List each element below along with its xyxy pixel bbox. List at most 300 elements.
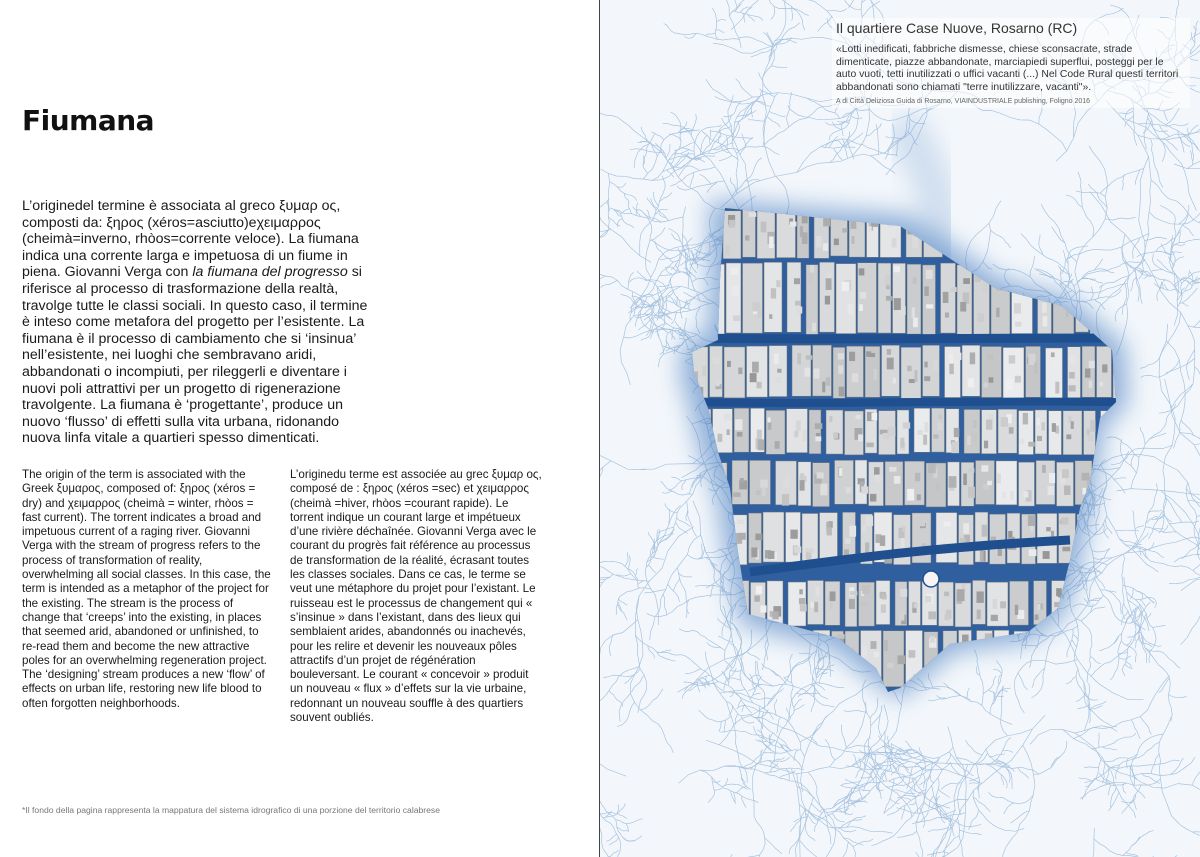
river-branch: [800, 840, 838, 857]
river-branch: [1192, 760, 1200, 785]
roof-detail: [1034, 362, 1037, 373]
roof-detail: [694, 590, 700, 595]
building-block: [1049, 411, 1062, 455]
river-branch: [778, 93, 834, 102]
river-branch: [1123, 840, 1139, 856]
roof-detail: [1042, 303, 1047, 313]
river-branch: [859, 790, 870, 791]
river-branch: [983, 685, 993, 694]
river-branch: [988, 792, 1008, 801]
river-branch: [669, 481, 682, 491]
river-branch: [1174, 552, 1200, 562]
roof-detail: [944, 522, 951, 527]
roof-detail: [1015, 322, 1021, 327]
river-branch: [1116, 489, 1190, 494]
river-branch: [644, 590, 665, 593]
roof-detail: [885, 275, 891, 285]
river-branch: [975, 764, 979, 783]
roof-detail: [725, 246, 729, 256]
caption-block: [832, 18, 1190, 108]
river-branch: [809, 810, 819, 821]
river-branch: [774, 699, 777, 715]
roof-detail: [1096, 534, 1099, 540]
river-branch: [619, 694, 630, 722]
river-branch: [735, 714, 738, 725]
river-branch: [1189, 214, 1200, 227]
river-branch: [1181, 420, 1193, 436]
river-branch: [671, 477, 682, 481]
roof-detail: [758, 439, 765, 450]
river-branch: [982, 682, 983, 705]
river-branch: [763, 753, 780, 754]
building-block: [777, 210, 796, 258]
roof-detail: [1094, 633, 1098, 640]
river-branch: [811, 684, 828, 699]
roof-detail: [1088, 436, 1093, 441]
river-branch: [1174, 274, 1175, 285]
river-branch: [1105, 651, 1125, 663]
river-branch: [1117, 169, 1143, 179]
river-branch: [1195, 367, 1200, 386]
roof-detail: [924, 362, 927, 368]
river-branch: [1169, 566, 1193, 571]
river-branch: [923, 774, 925, 788]
river-branch: [1066, 677, 1076, 684]
river-branch: [1076, 191, 1106, 197]
roof-detail: [866, 443, 873, 448]
river-branch: [756, 698, 773, 699]
river-branch: [1021, 645, 1037, 646]
river-branch: [706, 79, 734, 102]
roof-detail: [794, 546, 801, 553]
building-block: [1100, 583, 1120, 627]
river-branch: [1179, 232, 1180, 243]
roof-detail: [694, 542, 700, 552]
river-branch: [1166, 145, 1188, 180]
river-branch: [1134, 650, 1136, 662]
neighborhood-map: [600, 0, 1200, 857]
roof-detail: [1014, 303, 1021, 313]
roof-detail: [799, 589, 802, 594]
roof-detail: [1036, 418, 1040, 426]
river-branch: [993, 676, 997, 685]
river-branch: [756, 740, 767, 742]
river-branch: [690, 172, 694, 187]
roof-detail: [900, 438, 904, 448]
roof-detail: [724, 414, 731, 421]
river-branch: [617, 827, 629, 831]
roof-detail: [1001, 417, 1008, 426]
roof-detail: [861, 486, 868, 493]
river-branch: [958, 783, 962, 815]
river-branch: [764, 769, 786, 773]
river-branch: [1154, 528, 1164, 529]
roof-detail: [907, 366, 911, 371]
river-branch: [832, 814, 845, 823]
river-branch: [971, 201, 1001, 241]
roof-detail: [926, 304, 933, 308]
roof-detail: [768, 417, 771, 422]
roof-detail: [944, 592, 949, 597]
river-branch: [1090, 192, 1147, 265]
roof-detail: [952, 655, 955, 659]
river-branch: [694, 131, 701, 157]
river-branch: [1168, 695, 1172, 722]
river-branch: [840, 842, 848, 857]
river-branch: [707, 243, 710, 255]
roof-detail: [834, 670, 840, 678]
roof-detail: [1023, 265, 1030, 270]
river-branch: [722, 671, 729, 680]
river-branch: [650, 227, 665, 241]
roof-detail: [727, 429, 730, 435]
roof-detail: [822, 382, 825, 393]
river-branch: [686, 600, 689, 618]
river-branch: [747, 651, 760, 660]
river-branch: [1180, 433, 1200, 456]
river-branch: [993, 669, 1002, 674]
river-branch: [1095, 300, 1105, 310]
river-branch: [753, 694, 761, 695]
river-branch: [850, 797, 864, 804]
river-branch: [741, 680, 753, 703]
river-branch: [616, 574, 630, 576]
river-branch: [657, 652, 676, 661]
river-branch: [755, 100, 771, 106]
river-branch: [637, 645, 646, 683]
river-branch: [846, 133, 863, 146]
river-branch: [741, 716, 754, 723]
river-branch: [1144, 276, 1154, 279]
roof-detail: [925, 596, 931, 603]
river-branch: [1126, 661, 1132, 667]
roof-detail: [898, 655, 906, 664]
river-branch: [1131, 455, 1135, 466]
roof-detail: [729, 220, 735, 228]
river-branch: [1037, 635, 1040, 648]
river-branch: [916, 818, 938, 823]
river-branch: [1041, 204, 1059, 229]
river-branch: [1164, 312, 1181, 349]
river-branch: [605, 620, 638, 641]
river-branch: [776, 0, 797, 11]
river-branch: [1119, 754, 1138, 758]
river-branch: [1003, 239, 1011, 249]
river-branch: [726, 136, 727, 150]
river-branch: [670, 331, 675, 339]
river-branch: [730, 670, 741, 671]
river-branch: [685, 300, 688, 308]
river-branch: [823, 107, 840, 119]
roof-detail: [713, 358, 720, 364]
river-branch: [627, 588, 651, 592]
roof-detail: [823, 243, 828, 251]
roof-detail: [982, 284, 988, 293]
roof-detail: [951, 441, 959, 453]
roof-detail: [803, 646, 808, 650]
river-branch: [679, 766, 725, 783]
river-branch: [1052, 227, 1065, 243]
river-branch: [943, 683, 955, 692]
river-branch: [647, 612, 673, 617]
river-branch: [685, 318, 686, 332]
roof-detail: [1010, 491, 1013, 500]
roof-detail: [947, 675, 952, 686]
river-branch: [1093, 828, 1112, 857]
roof-detail: [740, 478, 744, 483]
roof-detail: [825, 296, 830, 305]
roof-detail: [838, 365, 843, 373]
river-branch: [685, 684, 699, 691]
river-branch: [943, 836, 959, 852]
river-branch: [608, 850, 618, 857]
river-branch: [1171, 384, 1193, 408]
river-branch: [663, 594, 667, 615]
roof-detail: [774, 354, 779, 364]
river-branch: [682, 480, 686, 490]
river-branch: [706, 34, 716, 36]
river-branch: [1015, 687, 1025, 713]
river-branch: [1197, 507, 1200, 516]
roof-detail: [755, 534, 762, 541]
roof-detail: [971, 433, 977, 442]
roof-detail: [814, 602, 818, 612]
river-branch: [745, 732, 775, 741]
building-block: [690, 582, 705, 626]
roof-detail: [924, 422, 928, 432]
river-branch: [653, 192, 658, 207]
river-branch: [618, 183, 627, 187]
river-branch: [697, 181, 724, 187]
river-branch: [1143, 646, 1147, 664]
river-branch: [1174, 160, 1200, 168]
roof-detail: [1084, 220, 1091, 229]
river-branch: [732, 112, 741, 148]
building-block: [1106, 263, 1121, 333]
roof-detail: [783, 479, 789, 488]
river-branch: [600, 276, 605, 281]
river-branch: [630, 149, 662, 153]
river-branch: [643, 156, 648, 173]
river-branch: [618, 805, 619, 814]
roof-detail: [935, 483, 940, 489]
river-branch: [1183, 225, 1194, 236]
river-branch: [657, 652, 681, 655]
roof-detail: [1010, 215, 1013, 223]
roof-detail: [970, 214, 973, 224]
roof-detail: [812, 323, 816, 332]
roof-detail: [967, 436, 971, 445]
roof-detail: [1020, 439, 1024, 443]
river-branch: [616, 604, 618, 615]
roof-detail: [870, 494, 876, 502]
river-branch: [1030, 120, 1067, 151]
river-branch: [879, 782, 881, 793]
roof-detail: [871, 413, 877, 421]
roof-detail: [838, 353, 844, 359]
river-branch: [797, 11, 805, 30]
river-branch: [977, 664, 982, 682]
river-branch: [1045, 631, 1063, 668]
river-branch: [713, 143, 733, 150]
river-branch: [1089, 705, 1090, 724]
river-branch: [1140, 427, 1145, 444]
river-branch: [1075, 722, 1121, 733]
roof-detail: [752, 362, 759, 373]
roof-detail: [954, 428, 959, 437]
river-branch: [910, 845, 940, 857]
roof-detail: [757, 309, 761, 317]
river-branch: [1134, 524, 1138, 541]
roof-detail: [1070, 355, 1076, 365]
roof-detail: [1037, 436, 1042, 441]
river-branch: [716, 20, 726, 22]
river-branch: [967, 688, 969, 698]
roof-detail: [776, 280, 780, 287]
river-branch: [1106, 255, 1144, 301]
river-branch: [988, 223, 991, 251]
river-branch: [1080, 787, 1099, 798]
river-branch: [1143, 427, 1164, 450]
roof-detail: [986, 420, 992, 430]
river-branch: [1194, 445, 1200, 484]
roof-detail: [694, 229, 701, 234]
roof-detail: [850, 220, 856, 229]
river-branch: [730, 643, 738, 656]
roof-detail: [924, 376, 930, 381]
river-branch: [1117, 733, 1136, 741]
roof-detail: [882, 594, 887, 599]
roof-detail: [1018, 671, 1026, 678]
river-branch: [609, 208, 623, 219]
river-branch: [988, 690, 995, 693]
river-branch: [890, 798, 900, 803]
roof-detail: [1082, 473, 1090, 481]
river-branch: [1033, 760, 1056, 774]
roof-detail: [1099, 539, 1102, 545]
river-branch: [1153, 625, 1166, 627]
river-branch: [795, 732, 847, 752]
river-branch: [1001, 775, 1007, 789]
river-branch: [1159, 517, 1164, 533]
river-branch: [696, 322, 700, 334]
river-branch: [674, 501, 687, 527]
river-branch: [930, 774, 934, 783]
river-branch: [862, 679, 866, 712]
river-branch: [609, 690, 623, 706]
footnote: *Il fondo della pagina rappresenta la mappatura del sistema idrografico di una porzione del territorio calabrese: [22, 805, 441, 815]
river-branch: [1194, 308, 1200, 327]
roof-detail: [862, 585, 870, 594]
river-branch: [798, 651, 817, 665]
roof-detail: [718, 434, 723, 442]
river-branch: [992, 111, 1030, 121]
river-branch: [681, 655, 706, 672]
roof-detail: [837, 634, 845, 639]
roof-detail: [1041, 422, 1044, 430]
river-branch: [733, 11, 751, 15]
roof-detail: [1009, 355, 1015, 363]
roof-detail: [954, 353, 961, 360]
river-branch: [897, 831, 917, 837]
roof-detail: [1003, 234, 1010, 240]
roof-detail: [782, 494, 789, 506]
roof-detail: [808, 273, 812, 284]
river-branch: [882, 705, 889, 737]
river-branch: [700, 174, 711, 184]
river-branch: [1139, 830, 1154, 839]
roof-detail: [1051, 352, 1055, 357]
roof-detail: [980, 551, 984, 561]
river-branch: [601, 169, 661, 180]
river-branch: [750, 16, 763, 21]
roof-detail: [957, 589, 965, 601]
roof-detail: [912, 307, 915, 318]
river-branch: [1175, 257, 1184, 262]
building-block: [876, 581, 890, 625]
river-branch: [974, 650, 977, 664]
river-branch: [748, 120, 765, 121]
roof-detail: [917, 430, 923, 435]
french-column: L’originedu terme est associée au grec ξυμαρ ος, composé de : ξηρος (xéros =sec) et χειμαρρος (cheimà =hiver, rhòos =courant rapide). Le torrent indique un courant large et impétueux d’une rivière déchaînée. Giovanni Verga avec le courant du progrès fait référence au processus de transformation de la réalité, écrasant toutes les classes sociales. Dans ce cas, le terme se veut une métaphore du projet pour l’existant. Le ruisseau est le processus de changement qui « s’insinue » dans l’existant, dans des lieux qui semblaient arides, abandonnés ou inachevés, pour les relire et devenir les nouveaux pôles attractifs d’un projet de régénération bouleversant. Le courant « concevoir » produit un nouveau « flux » d’effets sur la vie urbaine, redonnant un nouveau souffle à des quartiers souvent oubliés.: [290, 468, 542, 725]
river-branch: [625, 552, 628, 566]
roof-detail: [900, 611, 905, 621]
river-branch: [737, 786, 747, 793]
river-branch: [1081, 610, 1093, 621]
river-branch: [808, 117, 839, 120]
roof-detail: [762, 488, 766, 496]
river-branch: [997, 696, 1004, 697]
roof-detail: [913, 318, 918, 328]
river-branch: [1113, 611, 1137, 623]
river-branch: [924, 803, 945, 818]
river-branch: [965, 740, 982, 755]
river-branch: [1004, 803, 1014, 814]
roof-detail: [1083, 230, 1091, 239]
river-branch: [706, 564, 731, 588]
roof-detail: [1066, 434, 1071, 439]
river-branch: [977, 702, 1013, 724]
building-block: [787, 262, 801, 332]
building-block: [1053, 632, 1070, 688]
river-branch: [677, 642, 758, 692]
roof-detail: [889, 467, 896, 472]
roof-detail: [849, 352, 855, 361]
river-branch: [722, 696, 736, 731]
river-branch: [959, 824, 981, 827]
roof-detail: [697, 300, 704, 305]
roof-detail: [735, 419, 743, 430]
river-branch: [1128, 527, 1146, 553]
lead-italic-phrase: la fiumana del progresso: [192, 264, 348, 281]
roof-detail: [907, 489, 914, 501]
river-branch: [684, 154, 694, 155]
river-branch: [659, 574, 672, 611]
river-branch: [616, 820, 631, 824]
roof-detail: [1122, 464, 1125, 471]
roof-detail: [894, 298, 901, 310]
river-branch: [710, 585, 714, 597]
roof-detail: [782, 670, 786, 675]
river-branch: [1001, 690, 1008, 692]
river-branch: [1161, 360, 1180, 377]
river-branch: [1159, 384, 1193, 414]
roof-detail: [894, 266, 900, 272]
river-branch: [640, 223, 650, 256]
roof-detail: [809, 549, 813, 553]
river-branch: [624, 329, 670, 338]
roof-detail: [962, 635, 969, 642]
